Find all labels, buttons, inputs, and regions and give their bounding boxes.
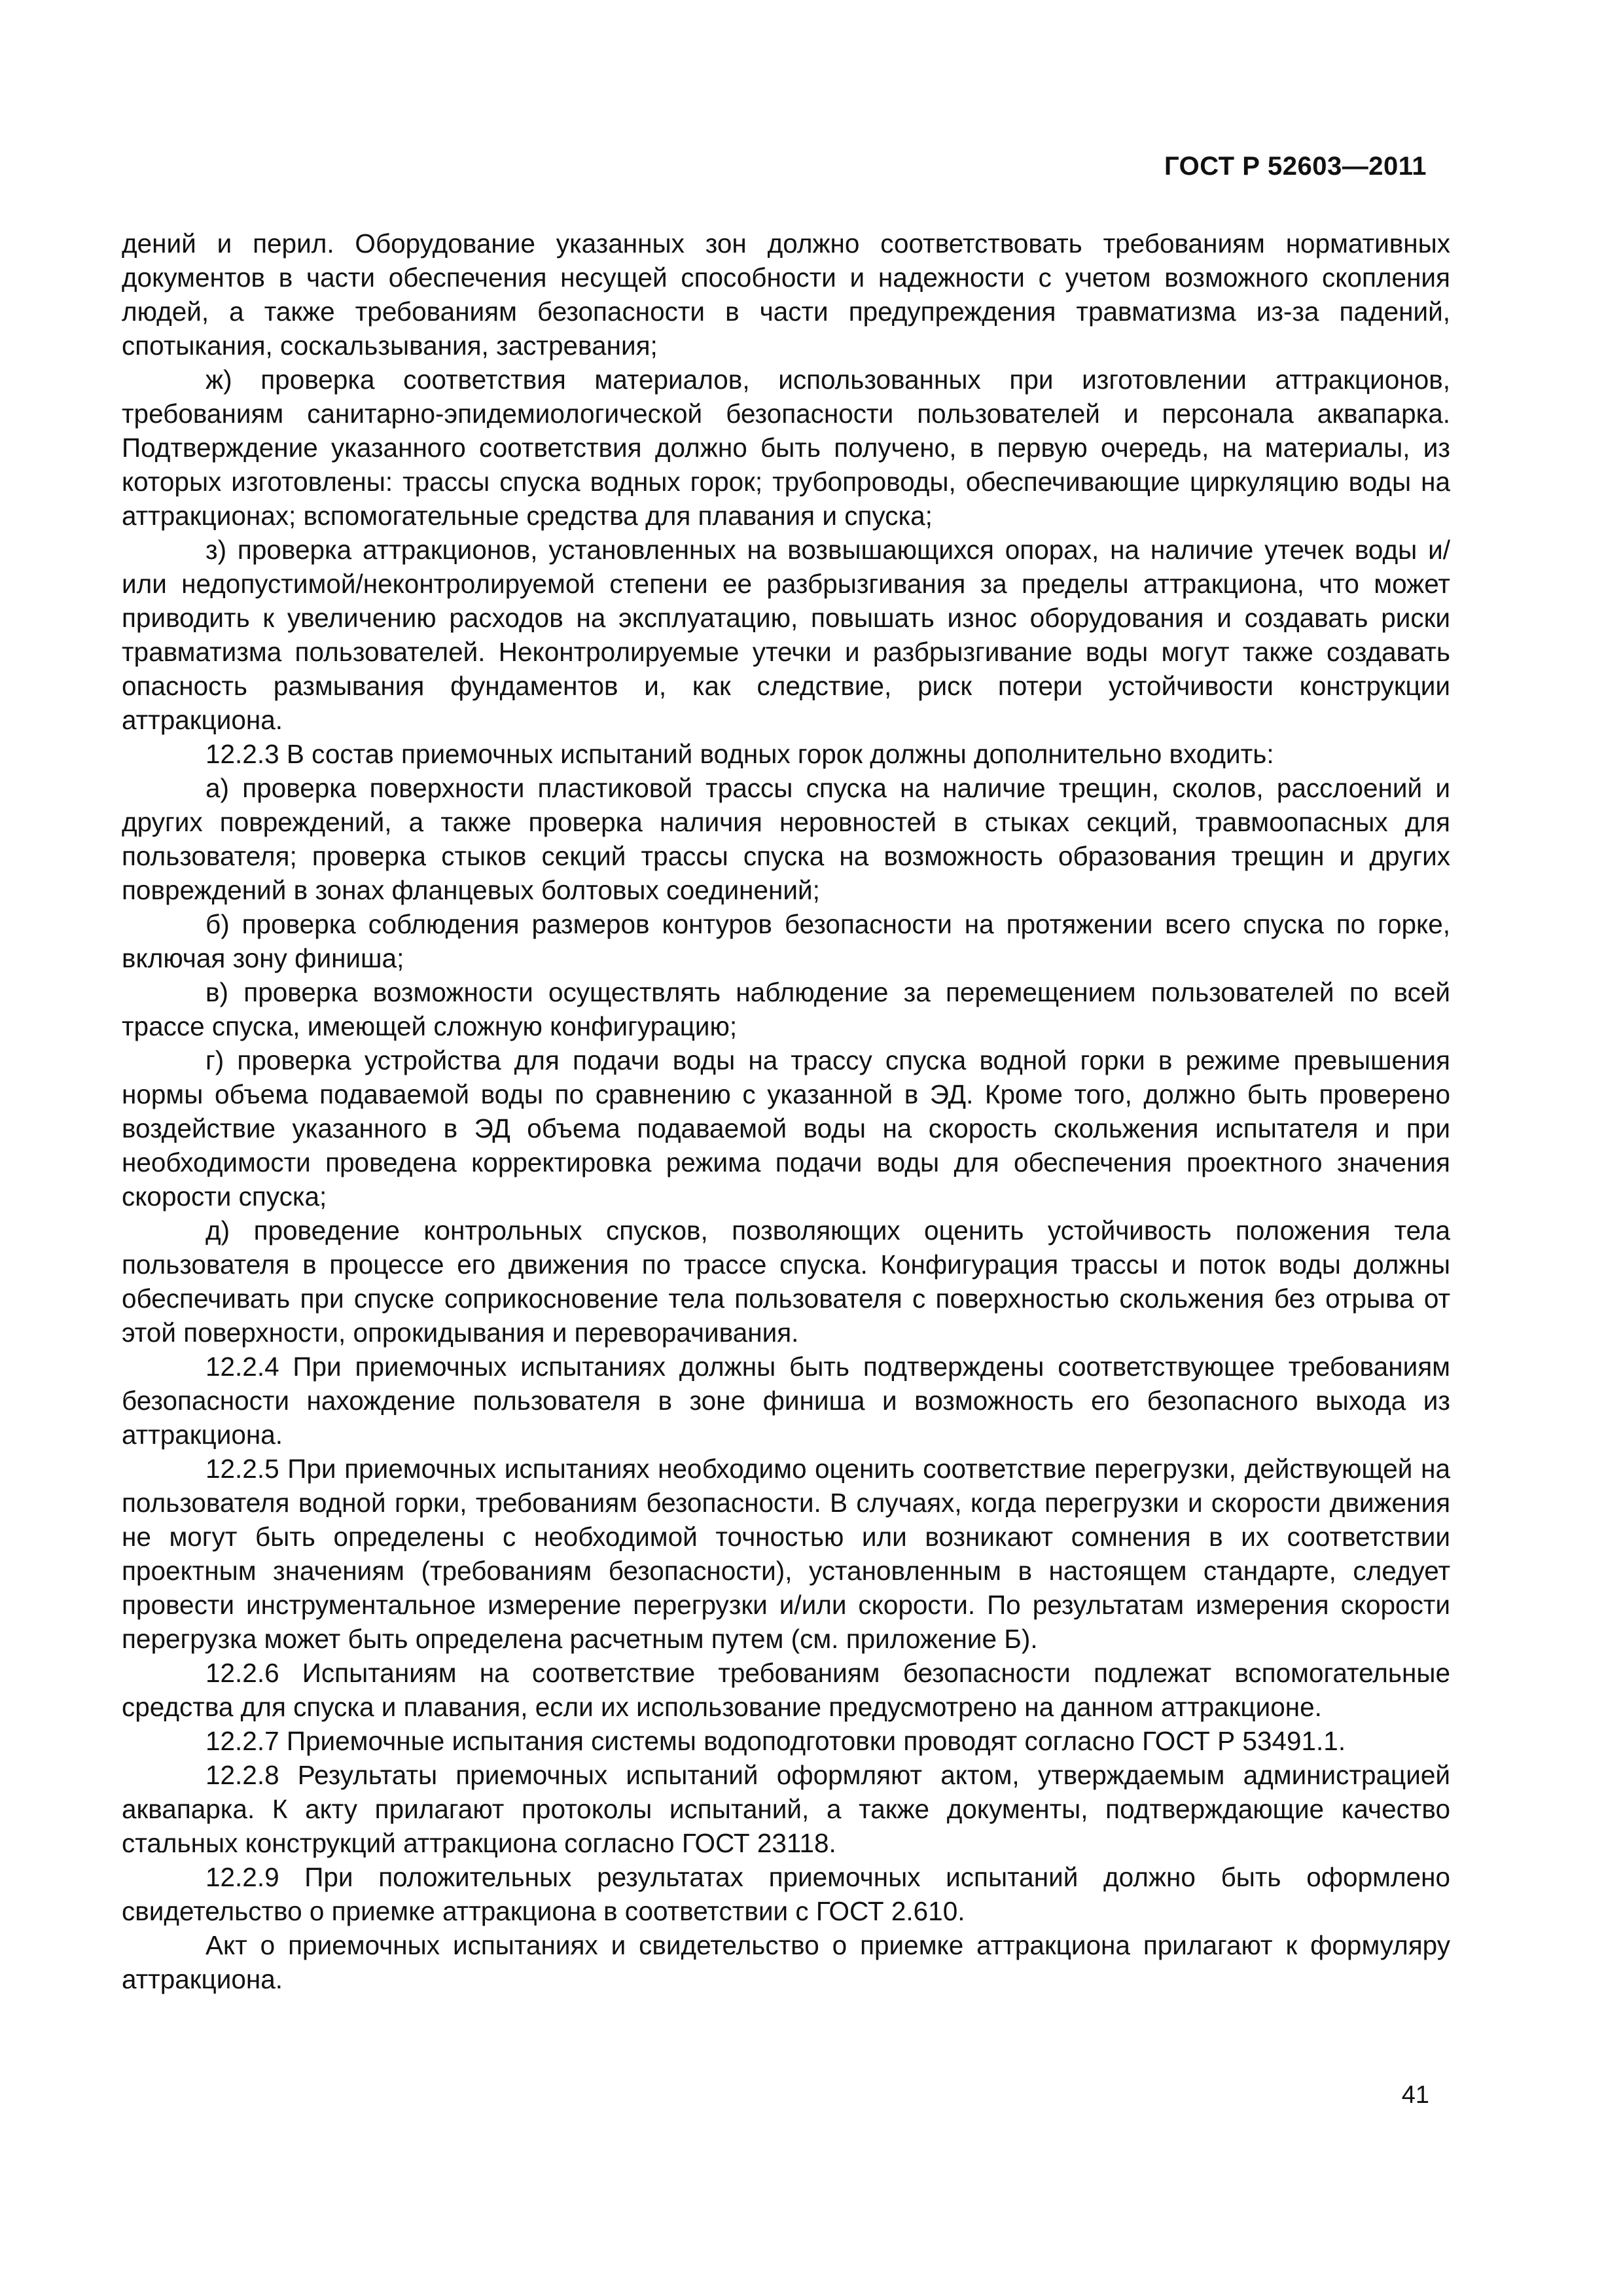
paragraph: 12.2.9 При положительных результатах приемочных испытаний должно быть оформлено свидетельство о приемке аттракциона в соответствии с ГОСТ 2.610. (122, 1862, 1450, 1926)
page-number: 41 (1401, 2081, 1429, 2109)
paragraph: дений и перил. Оборудование указанных зон должно соответствовать требованиям нормативных документов в части обеспечения несущей способности и надежности с учетом возможного скопления людей, а также требованиям безопасности в части предупреждения травматизма из-за падений, спотыкания, соскальзывания, застревания; (122, 228, 1450, 361)
paragraph: 12.2.4 При приемочных испытаниях должны быть подтверждены соответствующее требованиям безопасности нахождение пользователя в зоне финиша и возможность его безопасного выхода из аттракциона. (122, 1352, 1450, 1450)
document-body (122, 226, 1450, 1996)
paragraph: 12.2.3 В состав приемочных испытаний водных горок должны дополнительно входить: (205, 739, 1274, 769)
paragraph: в) проверка возможности осуществлять наблюдение за перемещением пользователей по всей трассе спуска, имеющей сложную конфигурацию; (122, 977, 1450, 1041)
document-code-header: ГОСТ Р 52603—2011 (1164, 152, 1427, 181)
paragraph: 12.2.6 Испытаниям на соответствие требованиям безопасности подлежат вспомогательные средства для спуска и плавания, если их использование предусмотрено на данном аттракционе. (122, 1658, 1450, 1722)
paragraph: а) проверка поверхности пластиковой трассы спуска на наличие трещин, сколов, расслоений и других повреждений, а также проверка наличия неровностей в стыках секций, травмоопасных для пользователя; проверка стыков секций трассы спуска на возможность образования трещин и других повреждений в зонах фланцевых болтовых соединений; (122, 773, 1450, 905)
paragraph: 12.2.5 При приемочных испытаниях необходимо оценить соответствие перегрузки, действующей на пользователя водной горки, требованиям безопасности. В случаях, когда перегрузки и скорости движения не могут быть определены с необходимой точностью или возникают сомнения в их соответствии проектным значениям (требованиям безопасности), установленным в настоящем стандарте, следует провести инструментальное измерение перегрузки и/или скорости. По результатам измерения скорости перегрузка может быть определена расчетным путем (см. приложение Б). (122, 1454, 1450, 1654)
paragraph: з) проверка аттракционов, установленных на возвышающихся опорах, на наличие утечек воды и/или недопустимой/неконтролируемой степени ее разбрызгивания за пределы аттракциона, что может приводить к увеличению расходов на эксплуатацию, повышать износ оборудования и создавать риски травматизма пользователей. Неконтролируемые утечки и разбрызгивание воды могут также создавать опасность размывания фундаментов и, как следствие, риск потери устойчивости конструкции аттракциона. (122, 535, 1450, 735)
paragraph: ж) проверка соответствия материалов, использованных при изготовлении аттракционов, требованиям санитарно-эпидемиологической безопасности пользователей и персонала аквапарка. Подтверждение указанного соответствия должно быть получено, в первую очередь, на материалы, из которых изготовлены: трассы спуска водных горок; трубопроводы, обеспечивающие циркуляцию воды на аттракционах; вспомогательные средства для плавания и спуска; (122, 365, 1450, 531)
paragraph: д) проведение контрольных спусков, позволяющих оценить устойчивость положения тела пользователя в процессе его движения по трассе спуска. Конфигурация трассы и поток воды должны обеспечивать при спуске соприкосновение тела пользователя с поверхностью скольжения без отрыва от этой поверхности, опрокидывания и переворачивания. (122, 1215, 1450, 1348)
paragraph: 12.2.8 Результаты приемочных испытаний оформляют актом, утверждаемым администрацией аквапарка. К акту прилагают протоколы испытаний, а также документы, подтверждающие качество стальных конструкций аттракциона согласно ГОСТ 23118. (122, 1760, 1450, 1858)
paragraph: б) проверка соблюдения размеров контуров безопасности на протяжении всего спуска по горке, включая зону финиша; (122, 909, 1450, 973)
paragraph: 12.2.7 Приемочные испытания системы водоподготовки проводят согласно ГОСТ Р 53491.1. (205, 1726, 1346, 1756)
paragraph: Акт о приемочных испытаниях и свидетельство о приемке аттракциона прилагают к формуляру аттракциона. (122, 1930, 1450, 1994)
paragraph: г) проверка устройства для подачи воды на трассу спуска водной горки в режиме превышения нормы объема подаваемой воды по сравнению с указанной в ЭД. Кроме того, должно быть проверено воздействие указанного в ЭД объема подаваемой воды на скорость скольжения испытателя и при необходимости проведена корректировка режима подачи воды для обеспечения проектного значения скорости спуска; (122, 1045, 1450, 1211)
